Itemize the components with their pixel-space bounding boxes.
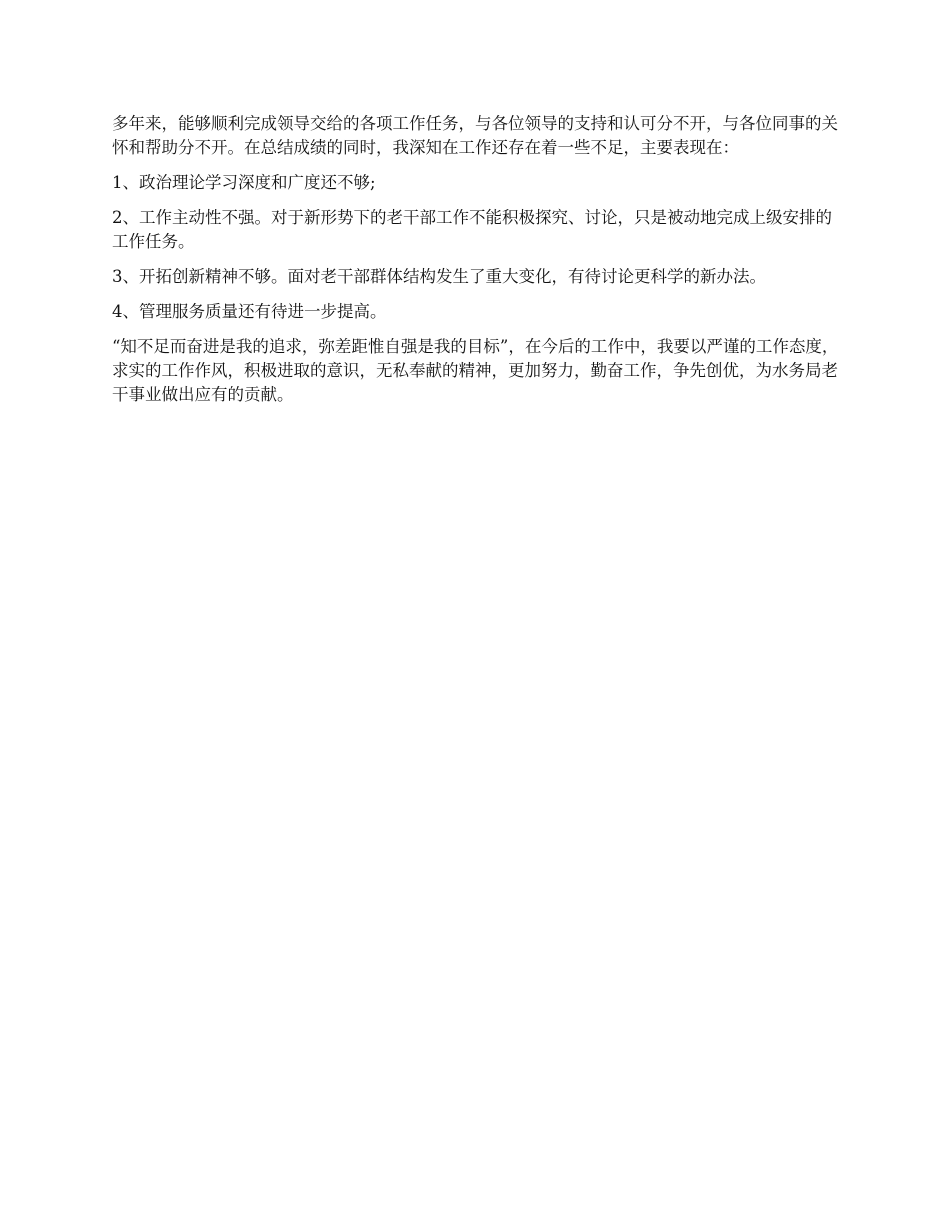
shortcoming-item-3: 3、开拓创新精神不够。面对老干部群体结构发生了重大变化，有待讨论更科学的新办法。 [112,267,766,286]
shortcoming-item-2: 2、工作主动性不强。对于新形势下的老干部工作不能积极探究、讨论，只是被动地完成上级安排的工作任务。 [112,208,832,251]
shortcoming-item-4: 4、管理服务质量还有待进一步提高。 [112,302,387,321]
shortcoming-item-1: 1、政治理论学习深度和广度还不够; [112,173,376,192]
conclusion-paragraph: “知不足而奋进是我的追求，弥差距惟自强是我的目标”，在今后的工作中，我要以严谨的工作态度，求实的工作作风，积极进取的意识，无私奉献的精神，更加努力，勤奋工作，争先创优，为水务局老干事业做出应有的贡献。 [112,337,839,404]
document-page [112,112,842,418]
intro-paragraph: 多年来，能够顺利完成领导交给的各项工作任务，与各位领导的支持和认可分不开，与各位同事的关怀和帮助分不开。在总结成绩的同时，我深知在工作还存在着一些不足，主要表现在： [112,114,838,157]
